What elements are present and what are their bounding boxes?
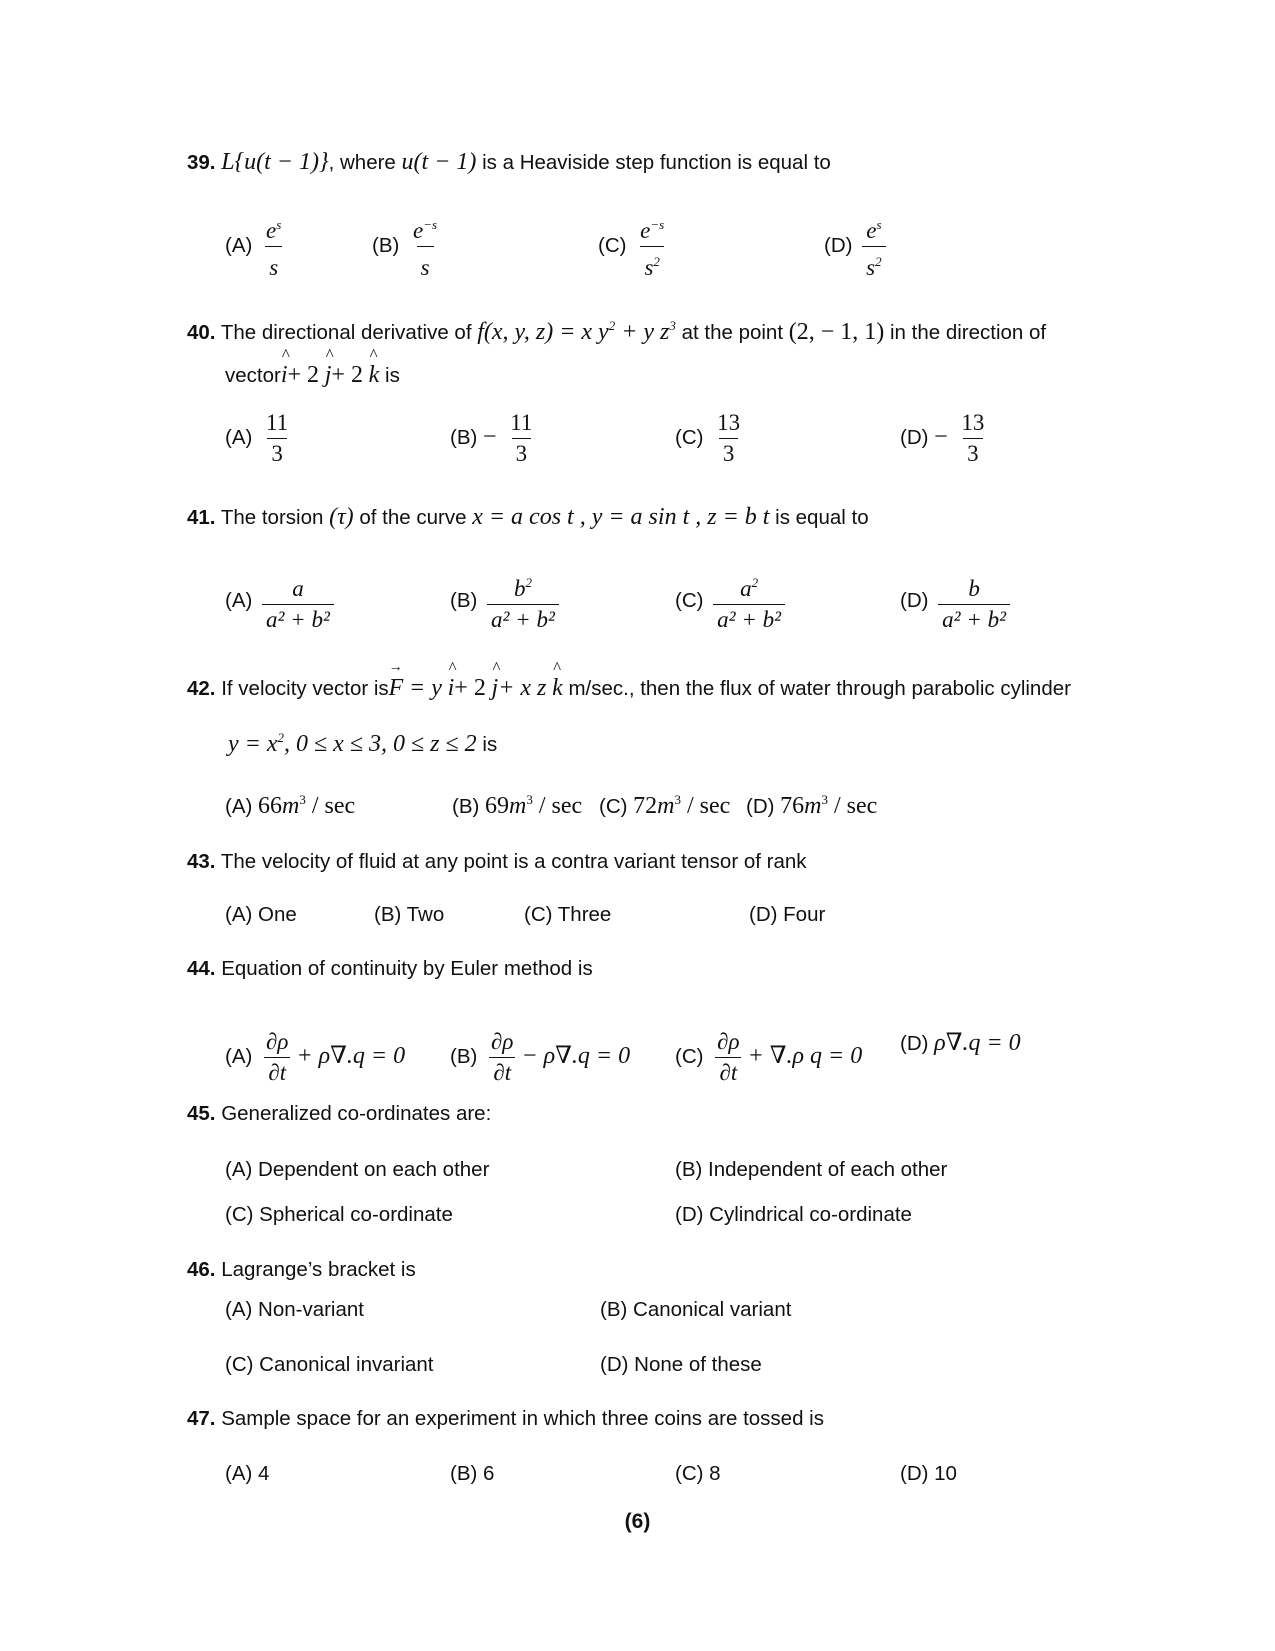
- question-text: of the curve: [359, 506, 467, 529]
- fraction: $\frac{a^2}{\text{a² + b²}}$: [713, 570, 785, 633]
- question-text: at the point: [681, 321, 784, 344]
- option-d[interactable]: (D) Four: [749, 903, 826, 926]
- math-text: + x z: [498, 675, 547, 701]
- option-a[interactable]: [225, 570, 338, 633]
- curve-expr: x = a cos t , y = a sin t , z = b t: [472, 504, 770, 530]
- option-expr: ρ∇.q = 0: [934, 1030, 1021, 1056]
- option-b[interactable]: (B) Canonical variant: [600, 1298, 792, 1321]
- option-a[interactable]: [225, 1029, 405, 1086]
- partial-derivative: $\frac{\partial\rho}{\partial t}$: [491, 1029, 514, 1085]
- laplace-expr: L{u(t − 1)}: [221, 149, 329, 175]
- fraction: $\frac{a}{\text{a² + b²}}$: [262, 570, 334, 633]
- option-expr: + ∇.ρ q = 0: [747, 1042, 863, 1069]
- question-number: 43.: [187, 850, 216, 873]
- question-text: If velocity vector is: [221, 677, 389, 700]
- question-text: vector: [225, 364, 281, 387]
- option-label: (A): [225, 1044, 253, 1068]
- question-text: is equal to: [775, 506, 869, 529]
- option-d[interactable]: (D) 10: [900, 1462, 957, 1485]
- option-d[interactable]: [900, 1029, 1021, 1058]
- unit-vector-j: ^ j: [325, 361, 332, 389]
- function-expr: f(x, y, z) = x $y^2 + y$ $z^3$: [477, 318, 676, 345]
- option-label: (C): [599, 795, 628, 818]
- question-43: [187, 848, 1127, 876]
- question-text: in the direction of: [889, 321, 1047, 344]
- question-number: 40.: [187, 321, 216, 344]
- option-b[interactable]: [372, 212, 445, 281]
- question-40-line2: [225, 361, 1165, 390]
- option-a[interactable]: [225, 212, 289, 281]
- option-d[interactable]: (D) None of these: [600, 1353, 762, 1376]
- option-b[interactable]: (B) Two: [374, 903, 445, 926]
- option-a[interactable]: (A) Dependent on each other: [225, 1158, 490, 1181]
- question-text: The directional derivative of: [220, 321, 472, 344]
- option-a[interactable]: (A) Non-variant: [225, 1298, 364, 1321]
- sign: −: [934, 423, 948, 450]
- option-label: (A): [225, 795, 253, 818]
- option-label: (B): [450, 588, 478, 612]
- torsion-symbol: (τ): [329, 504, 354, 530]
- question-41: [187, 503, 1127, 532]
- option-b[interactable]: [450, 410, 540, 467]
- option-a[interactable]: (A) 4: [225, 1462, 270, 1485]
- unit-vector-i: ^ i: [281, 361, 288, 389]
- question-text: Sample space for an experiment in which three coins are tossed is: [221, 1407, 824, 1430]
- math-text: + 2: [287, 362, 320, 388]
- unit-vector-j: ^ j: [492, 674, 499, 702]
- question-number: 41.: [187, 506, 216, 529]
- option-label: (B): [450, 1044, 478, 1068]
- option-c[interactable]: (C) Canonical invariant: [225, 1353, 434, 1376]
- option-b[interactable]: [452, 786, 582, 821]
- option-value: $76m^3$ / sec: [780, 792, 878, 819]
- fraction: $\frac{b}{\text{a² + b²}}$: [938, 570, 1010, 633]
- fraction: $\frac{e^{-s}}{s}$: [413, 217, 438, 280]
- question-text: , where: [328, 151, 396, 174]
- option-c[interactable]: [675, 1029, 862, 1086]
- option-label: (D): [900, 588, 929, 612]
- vector-F: → F: [389, 674, 404, 702]
- option-c[interactable]: [675, 410, 748, 467]
- option-expr: + ρ∇.q = 0: [296, 1042, 406, 1069]
- question-text: is: [482, 733, 498, 756]
- fraction: $\frac{e^{-s}}{s^2}$: [640, 217, 665, 280]
- option-d[interactable]: [900, 410, 992, 467]
- option-label: (B): [372, 233, 400, 257]
- question-text: Equation of continuity by Euler method is: [221, 957, 593, 980]
- option-a[interactable]: [225, 786, 355, 821]
- unit-vector-i: ^ i: [448, 674, 455, 702]
- question-42: [187, 674, 1127, 703]
- page-number: (6): [624, 1510, 651, 1533]
- question-text: Generalized co-ordinates are:: [221, 1102, 492, 1125]
- question-44: [187, 955, 1127, 983]
- question-text: Lagrange’s bracket is: [221, 1258, 416, 1281]
- option-value: $69m^3$ / sec: [485, 792, 583, 819]
- question-47: [187, 1405, 1127, 1433]
- fraction: $\frac{13}{3}$: [717, 410, 741, 466]
- option-label: (C): [598, 233, 627, 257]
- partial-derivative: $\frac{\partial\rho}{\partial t}$: [717, 1029, 740, 1085]
- option-d[interactable]: (D) Cylindrical co-ordinate: [675, 1203, 912, 1226]
- unit-vector-k: ^ k: [369, 361, 380, 389]
- option-d[interactable]: [900, 570, 1014, 633]
- question-number: 39.: [187, 151, 216, 174]
- option-label: (C): [675, 425, 704, 449]
- question-number: 42.: [187, 677, 216, 700]
- option-c[interactable]: [675, 570, 789, 633]
- option-label: (D): [824, 233, 853, 257]
- question-45: [187, 1100, 1127, 1128]
- option-label: (D): [900, 1032, 929, 1055]
- option-c[interactable]: (C) Three: [524, 903, 612, 926]
- fraction: $\frac{e^s}{s}$: [266, 217, 282, 280]
- option-d[interactable]: [824, 212, 890, 281]
- partial-derivative: $\frac{\partial\rho}{\partial t}$: [266, 1029, 289, 1085]
- option-label: (B): [450, 425, 478, 449]
- fraction: $\frac{11}{3}$: [266, 410, 289, 466]
- fraction: $\frac{b^2}{\text{a² + b²}}$: [487, 570, 559, 633]
- option-label: (A): [225, 425, 253, 449]
- question-number: 46.: [187, 1258, 216, 1281]
- option-value: $72m^3$ / sec: [633, 792, 731, 819]
- option-label: (A): [225, 233, 253, 257]
- math-text: = y: [409, 675, 442, 701]
- option-label: (C): [675, 1044, 704, 1068]
- question-39: [187, 148, 1127, 177]
- fraction: $\frac{e^s}{s^2}$: [862, 212, 885, 281]
- option-b[interactable]: (B) 6: [450, 1462, 495, 1485]
- region-expr: $y = x^2$, 0 ≤ x ≤ 3, 0 ≤ z ≤ 2: [228, 730, 477, 757]
- option-expr: − ρ∇.q = 0: [521, 1042, 631, 1069]
- math-text: + 2: [331, 362, 363, 388]
- question-number: 45.: [187, 1102, 216, 1125]
- question-number: 47.: [187, 1407, 216, 1430]
- point-expr: (2, − 1, 1): [788, 319, 885, 345]
- option-b[interactable]: [450, 570, 563, 633]
- option-b[interactable]: (B) Independent of each other: [675, 1158, 948, 1181]
- option-label: (B): [452, 795, 480, 818]
- fraction: $\frac{11}{3}$: [510, 410, 533, 466]
- option-label: (D): [900, 425, 929, 449]
- option-b[interactable]: [450, 1029, 630, 1086]
- option-label: (D): [746, 795, 775, 818]
- unit-vector-k: ^ k: [552, 674, 563, 702]
- option-label: (A): [225, 588, 253, 612]
- option-c[interactable]: (C) 8: [675, 1462, 721, 1485]
- math-text: + 2: [454, 675, 486, 701]
- option-d[interactable]: [746, 786, 877, 821]
- step-expr: u(t − 1): [401, 149, 477, 175]
- question-text: is: [385, 364, 400, 387]
- question-number: 44.: [187, 957, 216, 980]
- question-42-line2: [228, 724, 1168, 759]
- sign: −: [483, 423, 497, 450]
- option-c[interactable]: [599, 786, 730, 821]
- question-text: The torsion: [220, 506, 324, 529]
- option-label: (C): [675, 588, 704, 612]
- question-46: [187, 1256, 1127, 1284]
- question-text: is a Heaviside step function is equal to: [482, 151, 831, 174]
- question-text: m/sec., then the flux of water through parabolic cylinder: [568, 677, 1071, 700]
- option-c[interactable]: (C) Spherical co-ordinate: [225, 1203, 453, 1226]
- option-value: $66m^3$ / sec: [258, 792, 356, 819]
- option-a[interactable]: (A) One: [225, 903, 297, 926]
- question-text: The velocity of fluid at any point is a contra variant tensor of rank: [220, 850, 807, 873]
- fraction: $\frac{13}{3}$: [961, 410, 985, 466]
- option-c[interactable]: [598, 212, 672, 281]
- option-a[interactable]: [225, 410, 296, 467]
